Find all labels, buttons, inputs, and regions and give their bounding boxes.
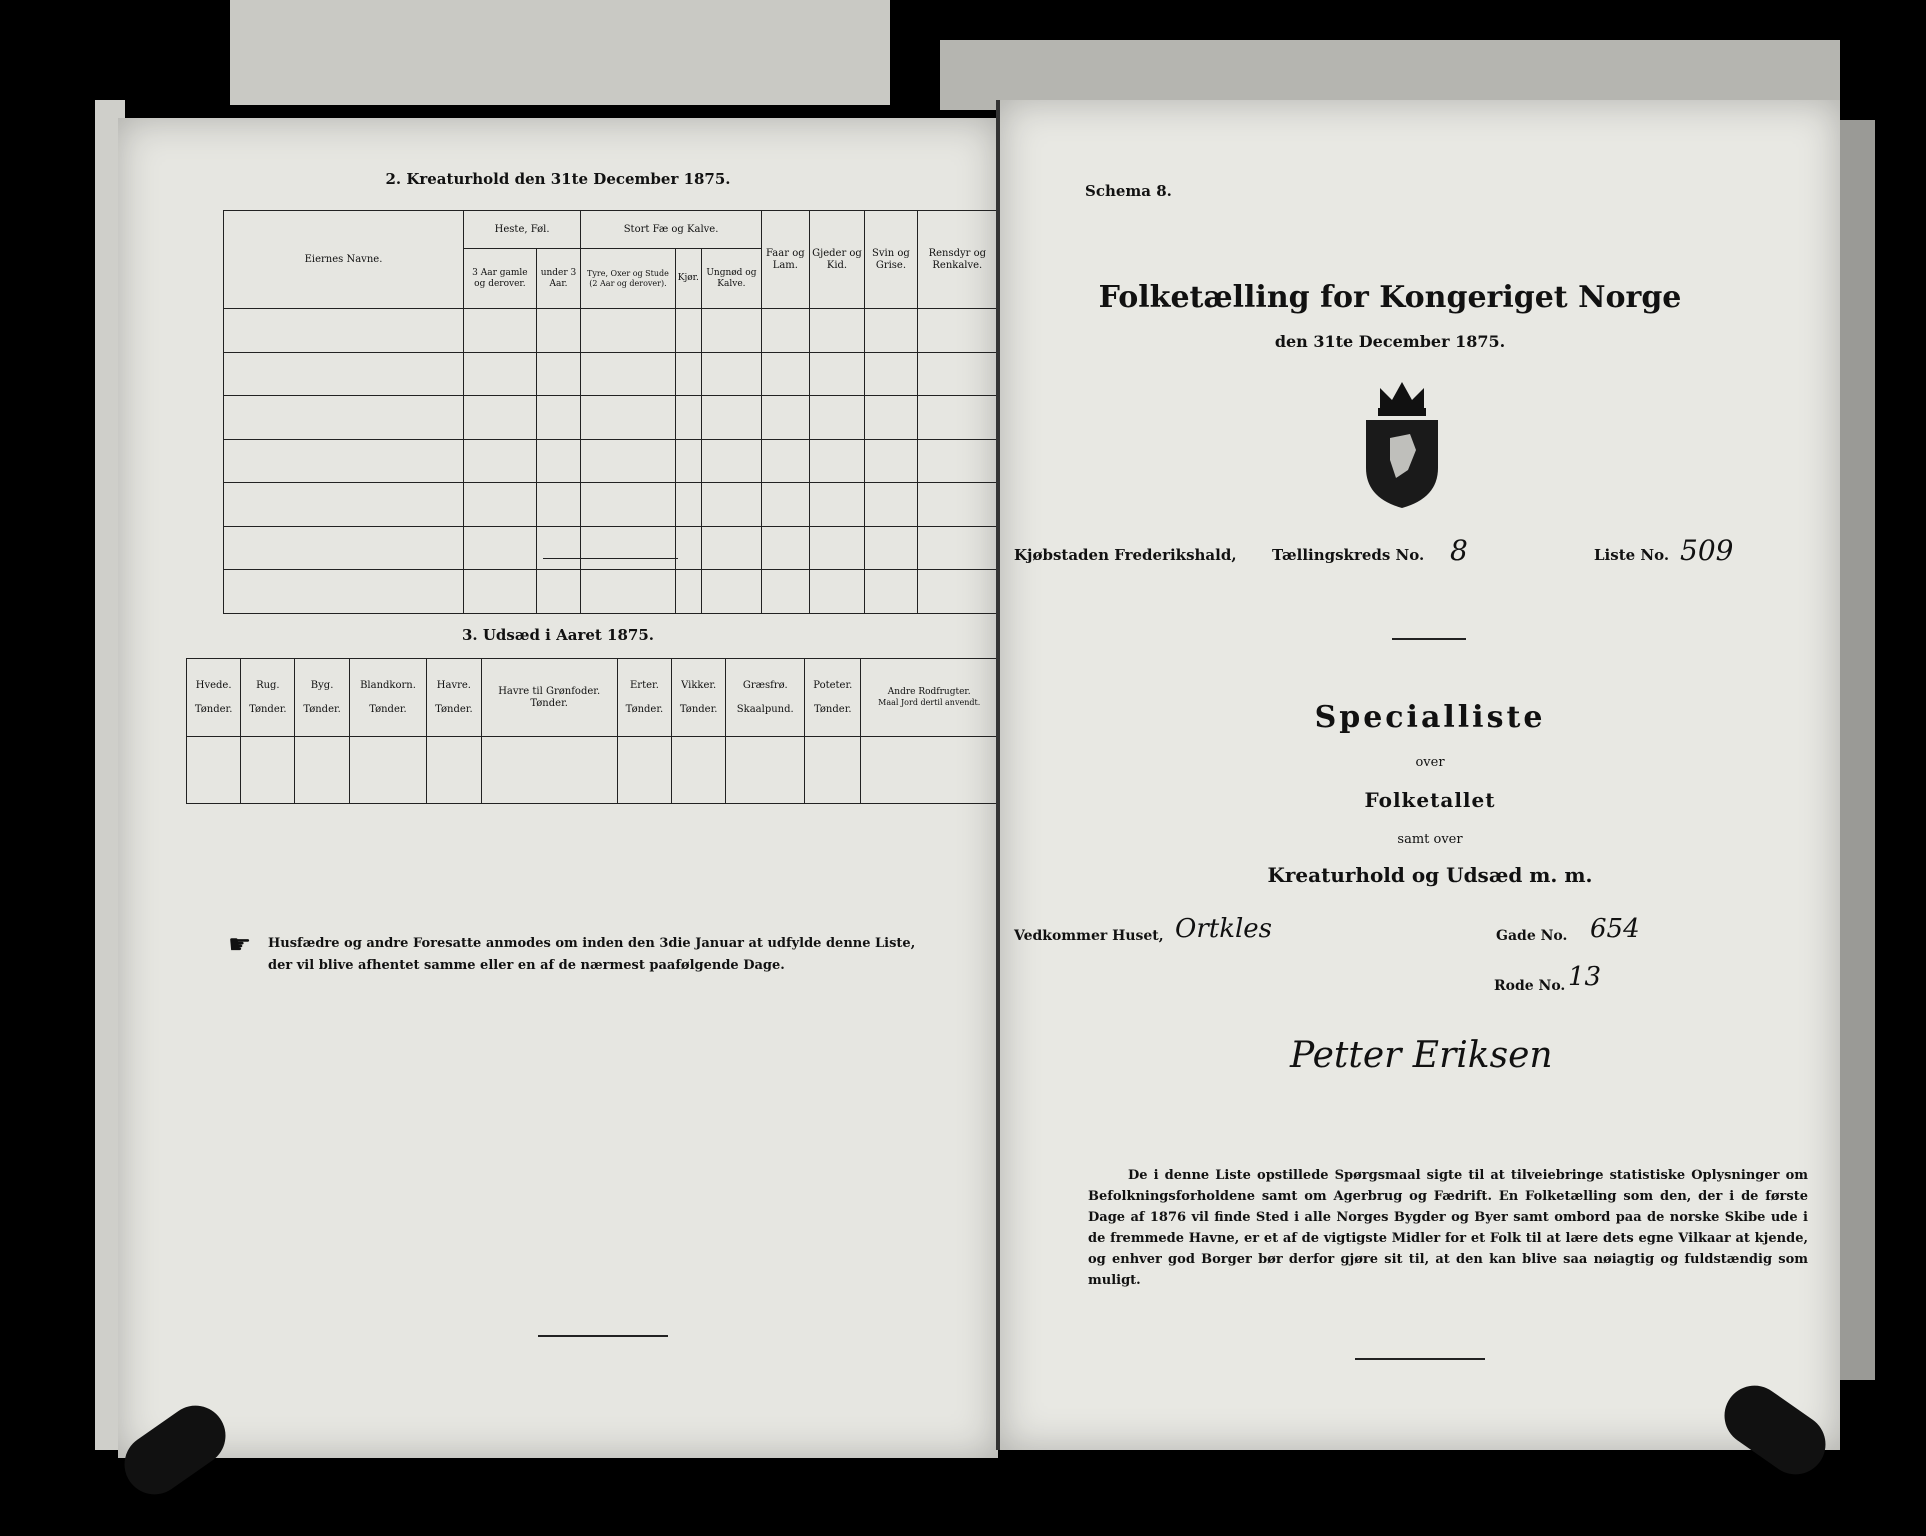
crop-header: Hvede. Tønder.: [187, 659, 241, 737]
right-page: [1000, 100, 1840, 1450]
crop-header: Havre til Grønfoder. Tønder.: [481, 659, 617, 737]
kreatur-text: Kreaturhold og Udsæd m. m.: [1267, 863, 1593, 887]
livestock-table: [223, 210, 998, 614]
signature: Petter Eriksen: [1290, 1035, 1553, 1076]
table-row: [224, 439, 998, 483]
sub-calves: Ungnød og Kalve.: [701, 249, 761, 309]
district-label: Tællingskreds No.: [1272, 546, 1425, 564]
sub-horses-young: under 3 Aar.: [536, 249, 580, 309]
table-row: [224, 352, 998, 396]
crop-header: Byg. Tønder.: [295, 659, 349, 737]
crop-header: Blandkorn. Tønder.: [349, 659, 427, 737]
crop-header: Andre Rodfrugter. Maal Jord dertil anvendt.: [861, 659, 998, 737]
house-value: Ortkles: [1175, 914, 1272, 944]
divider: [1355, 1358, 1485, 1360]
crop-header: Vikker. Tønder.: [672, 659, 726, 737]
table-row: [224, 309, 998, 353]
header-goats: Gjeder og Kid.: [809, 211, 865, 309]
over-text: over: [1415, 755, 1445, 770]
house-label: Vedkommer Huset,: [1014, 928, 1164, 944]
header-horses: Heste, Føl.: [464, 211, 581, 249]
table-row: [224, 570, 998, 614]
divider: [538, 1335, 668, 1337]
coat-of-arms-icon: [1360, 378, 1444, 510]
header-reindeer: Rensdyr og Renkalve.: [917, 211, 997, 309]
owner-header: Eiernes Navne.: [224, 211, 464, 309]
sub-bulls: Tyre, Oxer og Stude (2 Aar og derover).: [581, 249, 676, 309]
table-row: [224, 396, 998, 440]
pointing-hand-icon: ☛: [228, 930, 252, 960]
sowing-table: [186, 658, 998, 804]
crop-header: Græsfrø. Skaalpund.: [726, 659, 805, 737]
table-row: [224, 483, 998, 527]
town-label: Kjøbstaden Frederikshald,: [1014, 546, 1237, 564]
sub-cows: Kjør.: [675, 249, 701, 309]
table-row: [187, 737, 998, 804]
samt-over-text: samt over: [1397, 832, 1463, 847]
crop-header: Rug. Tønder.: [241, 659, 295, 737]
special-title: Specialliste: [1314, 700, 1546, 735]
divider: [1392, 638, 1466, 640]
section2-title: 2. Kreaturhold den 31te December 1875.: [385, 170, 731, 188]
rode-value: 13: [1568, 962, 1602, 992]
crop-header: Poteter. Tønder.: [805, 659, 861, 737]
header-sheep: Faar og Lam.: [761, 211, 809, 309]
list-value: 509: [1680, 534, 1734, 567]
crop-header: Erter. Tønder.: [617, 659, 671, 737]
list-label: Liste No.: [1594, 546, 1670, 564]
left-page: [118, 118, 998, 1458]
table-row: [224, 526, 998, 570]
folketallet-text: Folketallet: [1364, 788, 1496, 812]
back-page-right-edge: [1835, 120, 1875, 1380]
notice-text: Husfædre og andre Foresatte anmodes om inden den 3die Januar at udfylde denne Liste, der vil blive afhentet samme eller en af de nærmest paafølgende Dage.: [268, 936, 916, 973]
schema-label: Schema 8.: [1085, 182, 1172, 200]
header-cattle: Stort Fæ og Kalve.: [581, 211, 762, 249]
district-value: 8: [1450, 534, 1468, 567]
page-subtitle: den 31te December 1875.: [1274, 332, 1506, 351]
info-paragraph: De i denne Liste opstillede Spørgsmaal sigte til at tilveiebringe statistiske Oplysninger om Befolkningsforholdene samt om Agerbrug og Fædrift. En Folketælling som den, der i de første Dage af 1876 vil finde Sted i alle Norges Bygder og Byer samt ombord paa de norske Skibe ude i de fremmede Havne, er et af de vigtigste Midler for et Folk til at lære dets egne Vilkaar at kjende, og enhver god Borger bør derfor gjøre sit til, at den kan blive saa nøiagtig og fuldstændig som muligt.: [1088, 1168, 1808, 1288]
gade-label: Gade No.: [1496, 928, 1568, 944]
divider: [543, 558, 678, 559]
gade-value: 654: [1590, 914, 1640, 944]
page-title: Folketælling for Kongeriget Norge: [1098, 280, 1682, 315]
rode-label: Rode No.: [1494, 978, 1566, 994]
sub-horses-old: 3 Aar gamle og derover.: [464, 249, 537, 309]
crop-header: Havre. Tønder.: [427, 659, 481, 737]
back-page-top: [230, 0, 890, 105]
section3-title: 3. Udsæd i Aaret 1875.: [461, 626, 655, 644]
header-pigs: Svin og Grise.: [865, 211, 917, 309]
